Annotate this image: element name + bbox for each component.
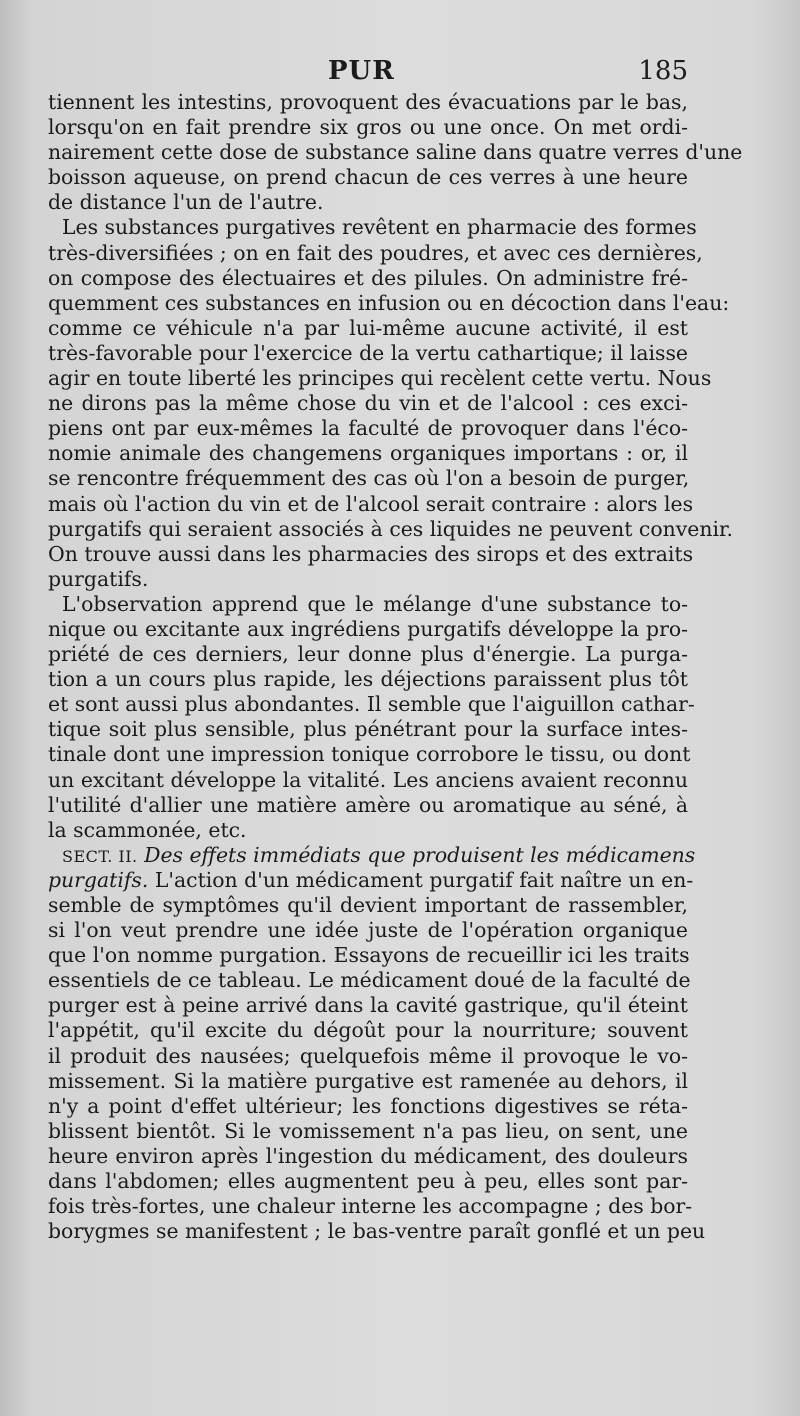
body-text bbox=[48, 90, 743, 1244]
text-line: si l'on veut prendre une idée juste de l'opération organique bbox=[48, 918, 688, 943]
text-line: tion a un cours plus rapide, les déjections paraissent plus tôt bbox=[48, 667, 688, 692]
text-line: boisson aqueuse, on prend chacun de ces verres à une heure bbox=[48, 165, 688, 190]
text-line: nomie animale des changemens organiques importans : or, il bbox=[48, 441, 688, 466]
text-line: fois très-fortes, une chaleur interne les accompagne ; des bor- bbox=[48, 1194, 693, 1219]
text-line: dans l'abdomen; elles augmentent peu à peu, elles sont par- bbox=[48, 1169, 688, 1194]
text-line: heure environ après l'ingestion du médicament, des douleurs bbox=[48, 1143, 688, 1168]
text-line: semble de symptômes qu'il devient important de rassembler, bbox=[48, 893, 688, 917]
text-line: lorsqu'on en fait prendre six gros ou une once. On met ordi- bbox=[48, 115, 688, 140]
text-line: blissent bientôt. Si le vomissement n'a pas lieu, on sent, une bbox=[48, 1118, 688, 1143]
text-line: très-favorable pour l'exercice de la vertu cathartique; il laisse bbox=[48, 340, 688, 365]
text-line: priété de ces derniers, leur donne plus d'énergie. La purga- bbox=[48, 642, 688, 667]
page-number: 185 bbox=[638, 56, 688, 86]
text-line: quemment ces substances en infusion ou en décoction dans l'eau: bbox=[48, 290, 730, 315]
text-line: que l'on nomme purgation. Essayons de recueillir ici les traits bbox=[48, 943, 690, 968]
paragraph-start-line: Les substances purgatives revêtent en pharmacie des formes bbox=[62, 215, 697, 240]
text-line: ne dirons pas la même chose du vin et de l'alcool : ces exci- bbox=[48, 391, 688, 416]
paragraph-start-line: L'observation apprend que le mélange d'une substance to- bbox=[62, 591, 688, 616]
text-line: missement. Si la matière purgative est ramenée au dehors, il bbox=[48, 1068, 688, 1093]
text-line: mais où l'action du vin et de l'alcool serait contraire : alors les bbox=[48, 491, 694, 516]
text-line: l'appétit, qu'il excite du dégoût pour la nourriture; souvent bbox=[48, 1018, 688, 1043]
text-line: un excitant développe la vitalité. Les anciens avaient reconnu bbox=[48, 767, 688, 792]
text-line: purger est à peine arrivé dans la cavité gastrique, qu'il éteint bbox=[48, 993, 688, 1018]
text-line: et sont aussi plus abondantes. Il semble que l'aiguillon cathar- bbox=[48, 692, 695, 717]
text-line: essentiels de ce tableau. Le médicament doué de la faculté de bbox=[48, 968, 691, 993]
section-title: Des effets immédiats que produisent les médicamens bbox=[144, 842, 696, 867]
text-line: il produit des nausées; quelquefois même il provoque le vo- bbox=[48, 1043, 688, 1068]
text-line: purgatifs. bbox=[48, 566, 149, 591]
text-line: piens ont par eux-mêmes la faculté de provoquer dans l'éco- bbox=[48, 416, 688, 441]
text-line: tiennent les intestins, provoquent des évacuations par le bas, bbox=[48, 90, 688, 114]
section-heading-line bbox=[48, 842, 696, 868]
text-line: On trouve aussi dans les pharmacies des sirops et des extraits bbox=[48, 541, 694, 566]
text-line: la scammonée, etc. bbox=[48, 817, 247, 842]
text-line: très-diversifiées ; on en fait des poudres, et avec ces dernières, bbox=[48, 240, 703, 265]
running-head: PUR bbox=[328, 56, 395, 86]
section-title-end: purgatifs. bbox=[48, 867, 149, 892]
page-header bbox=[48, 56, 688, 92]
text-line: tique soit plus sensible, plus pénétrant pour la surface intes- bbox=[48, 717, 688, 742]
text-line: de distance l'un de l'autre. bbox=[48, 190, 324, 215]
section-first-text: L'action d'un médicament purgatif fait naître un en- bbox=[154, 867, 694, 892]
text-line: borygmes se manifestent ; le bas-ventre paraît gonflé et un peu bbox=[48, 1219, 706, 1244]
text-line: purgatifs qui seraient associés à ces liquides ne peuvent convenir. bbox=[48, 516, 733, 541]
section-label: SECT. II. bbox=[62, 846, 138, 866]
section-heading-line bbox=[48, 867, 694, 893]
text-line: on compose des électuaires et des pilules. On administre fré- bbox=[48, 265, 688, 290]
text-line: comme ce véhicule n'a par lui-même aucune activité, il est bbox=[48, 315, 688, 340]
text-line: l'utilité d'allier une matière amère ou aromatique au séné, à bbox=[48, 792, 688, 817]
text-line: nique ou excitante aux ingrédiens purgatifs développe la pro- bbox=[48, 616, 688, 641]
text-line: n'y a point d'effet ultérieur; les fonctions digestives se réta- bbox=[48, 1093, 688, 1118]
text-line: nairement cette dose de substance saline dans quatre verres d'une bbox=[48, 140, 743, 165]
text-line: se rencontre fréquemment des cas où l'on a besoin de purger, bbox=[48, 466, 690, 491]
text-line: agir en toute liberté les principes qui recèlent cette vertu. Nous bbox=[48, 366, 712, 391]
text-line: tinale dont une impression tonique corrobore le tissu, ou dont bbox=[48, 742, 691, 767]
